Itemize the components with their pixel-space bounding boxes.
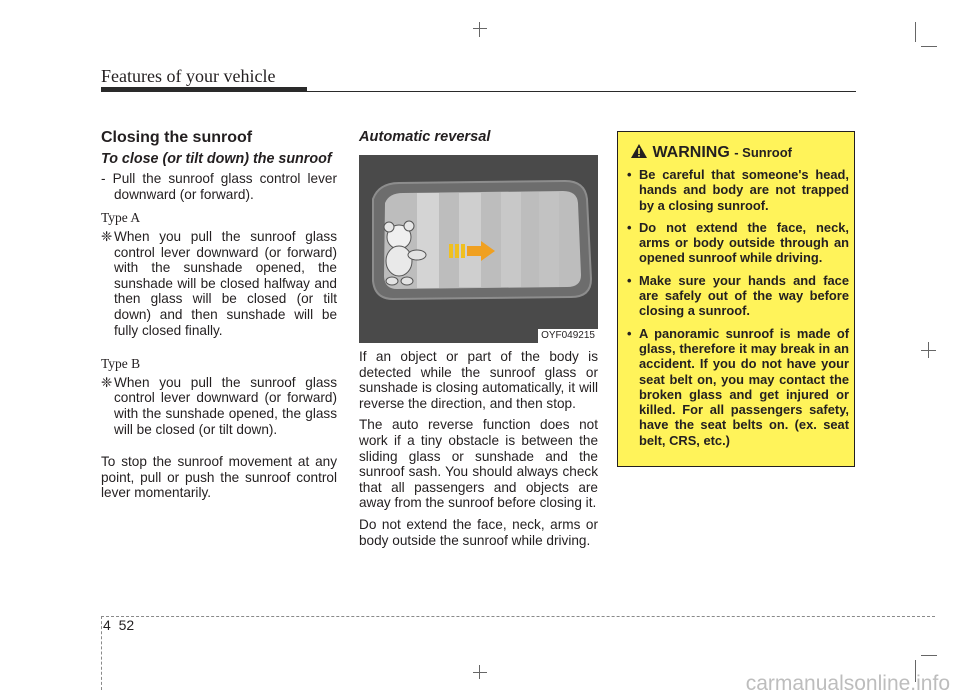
note-symbol-icon: ❈ (101, 374, 113, 390)
type-b-note (101, 375, 337, 437)
bullet-icon: • (627, 167, 632, 182)
crop-mark (473, 28, 487, 29)
automatic-reversal-heading: Automatic reversal (359, 129, 491, 145)
intro-step: - Pull the sunroof glass control lever downward (or forward). (101, 171, 337, 202)
left-column (101, 130, 337, 501)
type-a-note (101, 229, 337, 338)
crop-mark (479, 22, 480, 37)
warning-list (627, 167, 849, 455)
warning-item-text: Make sure your hands and face are safely out of the way before closing a sunroof. (639, 272, 849, 319)
warning-item (627, 326, 849, 448)
image-code: OYF049215 (538, 329, 598, 343)
bullet-icon: • (627, 272, 632, 288)
chapter-number: 4 (103, 617, 111, 633)
header-rule (101, 91, 856, 92)
watermark: carmanualsonline.info (745, 672, 950, 695)
crop-mark (915, 22, 916, 42)
crop-mark (921, 655, 937, 656)
bullet-icon: • (627, 325, 632, 341)
warning-item (627, 273, 849, 319)
warning-item (627, 167, 849, 213)
type-b-text: When you pull the sunroof glass control lever downward (or forward) with the sunshade opened, the glass will be closed (or tilt down). (114, 374, 337, 437)
footer-vertical-rule (101, 616, 102, 690)
type-a-label: Type A (101, 210, 141, 226)
sunroof-drawing (359, 155, 598, 343)
reversal-paragraph-1: If an object or part of the body is detected while the sunroof glass or sunshade is closing automatically, it will reverse the direction, and then stop. (359, 349, 598, 411)
crop-mark (473, 672, 487, 673)
note-symbol-icon: ❈ (101, 228, 113, 244)
bullet-icon: • (627, 219, 632, 235)
warning-subtitle: - Sunroof (734, 145, 792, 160)
middle-column (359, 130, 598, 150)
section-heading: Closing the sunroof (101, 129, 253, 146)
stop-instruction: To stop the sunroof movement at any point, pull or push the sunroof control lever momentarily. (101, 454, 337, 501)
sunroof-illustration (359, 155, 598, 343)
page-number-value: 52 (118, 617, 135, 633)
crop-mark (921, 350, 936, 351)
warning-label: WARNING (652, 144, 730, 161)
warning-title (630, 143, 792, 162)
middle-body (359, 349, 598, 548)
sub-heading: To close (or tilt down) the sunroof (101, 150, 332, 167)
warning-item-text: A panoramic sunroof is made of glass, therefore it may break in an accident. If you do not have your seat belt on, you may contact the broken glass and get injured or killed. For all passengers safety, have the seat belts on. (ex. seat belt, CRS, etc.) (639, 325, 849, 448)
warning-triangle-icon (630, 143, 648, 159)
warning-item-text: Be careful that someone's head, hands and body are not trapped by a closing sunroof. (639, 167, 849, 213)
warning-box (617, 131, 855, 467)
page-number (103, 617, 134, 633)
type-a-text: When you pull the sunroof glass control lever downward (or forward) with the sunshade opened, the sunshade will be closed halfway and then glass will be closed (or tilt down) and then sunshade will be fully closed finally. (114, 228, 337, 338)
warning-item-text: Do not extend the face, neck, arms or body outside through an opened sunroof while driving. (639, 219, 849, 266)
warning-item (627, 220, 849, 266)
type-b-label: Type B (101, 356, 141, 372)
reversal-paragraph-3: Do not extend the face, neck, arms or body outside the sunroof while driving. (359, 516, 598, 548)
reversal-paragraph-2: The auto reverse function does not work if a tiny obstacle is between the sliding glass or sunshade and the sunroof sash. You should always check that all passengers and objects are away from the sunroof before closing it. (359, 417, 598, 511)
crop-mark (921, 46, 937, 47)
page-header-title: Features of your vehicle (101, 66, 276, 86)
footer-rule (101, 616, 935, 617)
